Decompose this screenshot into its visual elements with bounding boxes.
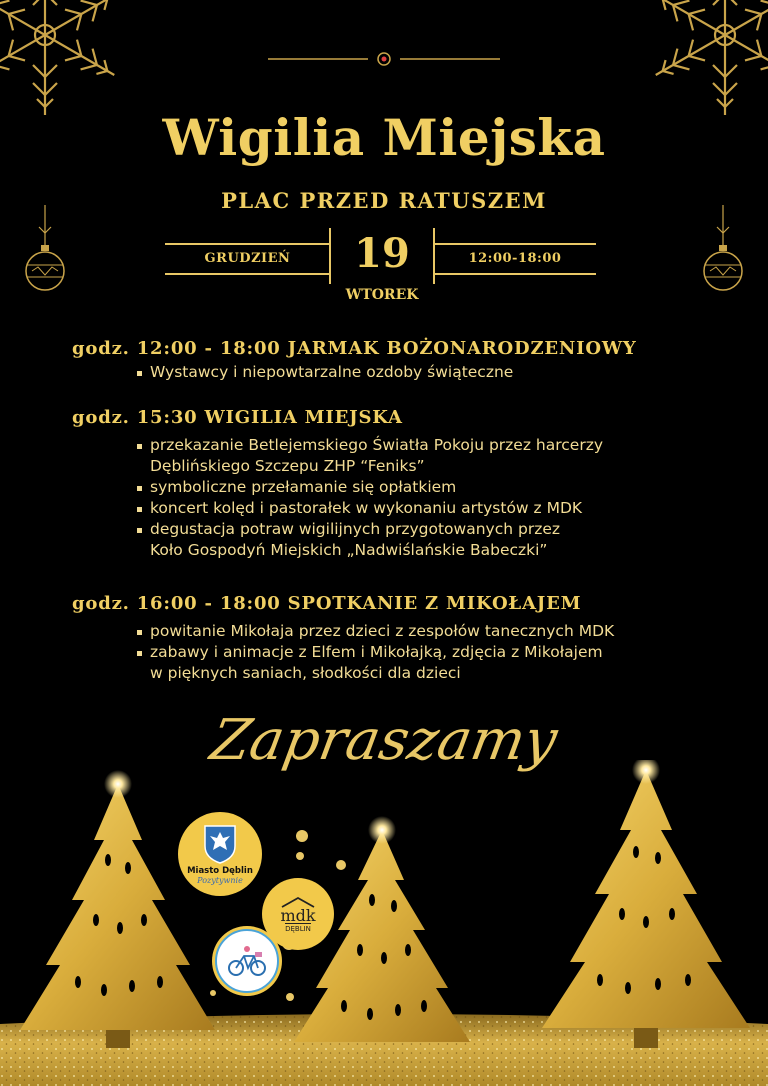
list-item: zabawy i animacje z Elfem i Mikołajką, zdjęcia z Mikołajem xyxy=(136,642,614,663)
invite-text: Zapraszamy xyxy=(205,708,563,773)
list-item: Koło Gospodyń Miejskich „Nadwiślańskie Babeczki” xyxy=(150,541,548,559)
list-item: przekazanie Betlejemskiego Światła Pokoju przez harcerzy xyxy=(136,435,603,456)
tree-left xyxy=(20,770,215,1048)
eagle-shield-icon xyxy=(203,824,237,864)
list-item: w pięknych saniach, słodkości dla dzieci xyxy=(150,664,461,682)
kgw-logo xyxy=(212,926,282,996)
snowflake-icon xyxy=(0,0,130,120)
page-title: Wigilia Miejska xyxy=(162,108,606,167)
date-line xyxy=(434,273,596,275)
date-month: GRUDZIEŃ xyxy=(204,251,291,266)
list-item: Dęblińskiego Szczepu ZHP “Feniks” xyxy=(150,457,425,475)
list-item: powitanie Mikołaja przez dzieci z zespołów tanecznych MDK xyxy=(136,621,614,642)
christmas-trees xyxy=(0,760,768,1060)
top-divider xyxy=(268,52,500,66)
section-heading-santa: godz. 16:00 - 18:00 SPOTKANIE Z MIKOŁAJEM xyxy=(72,593,582,614)
section-list-market xyxy=(136,362,513,383)
decor-dot xyxy=(286,993,294,1001)
section-heading-market: godz. 12:00 - 18:00 JARMAK BOŻONARODZENIOWY xyxy=(72,338,637,359)
decor-dot xyxy=(336,860,346,870)
date-line xyxy=(165,243,330,245)
bauble-icon xyxy=(702,205,744,295)
date-weekday: WTOREK xyxy=(345,287,419,303)
decor-dot xyxy=(296,852,304,860)
section-list-wigilia xyxy=(136,435,603,561)
location-subtitle: PLAC PRZED RATUSZEM xyxy=(221,188,547,213)
section-list-santa xyxy=(136,621,614,684)
list-item: degustacja potraw wigilijnych przygotowanych przez xyxy=(136,519,603,540)
bauble-icon xyxy=(24,205,66,295)
snowflake-icon xyxy=(640,0,768,120)
list-item: koncert kolęd i pastorałek w wykonaniu artystów z MDK xyxy=(136,498,603,519)
city-logo xyxy=(178,812,262,896)
list-item: symboliczne przełamanie się opłatkiem xyxy=(136,477,603,498)
list-item: Wystawcy i niepowtarzalne ozdoby świąteczne xyxy=(136,362,513,383)
date-line xyxy=(434,243,596,245)
city-logo-slogan: Pozytywnie xyxy=(197,875,243,885)
date-day: 19 xyxy=(354,230,410,277)
decor-dot xyxy=(296,830,308,842)
bicycle-icon xyxy=(227,944,267,978)
decor-dot xyxy=(210,990,216,996)
mdk-logo-short: mdk xyxy=(280,905,316,925)
mdk-logo-city: DĘBLIN xyxy=(285,924,311,933)
date-time: 12:00-18:00 xyxy=(468,251,562,266)
tree-right xyxy=(542,760,750,1048)
city-logo-name: Miasto Dęblin xyxy=(187,865,253,876)
section-heading-wigilia: godz. 15:30 WIGILIA MIEJSKA xyxy=(72,407,403,428)
date-line xyxy=(165,273,330,275)
